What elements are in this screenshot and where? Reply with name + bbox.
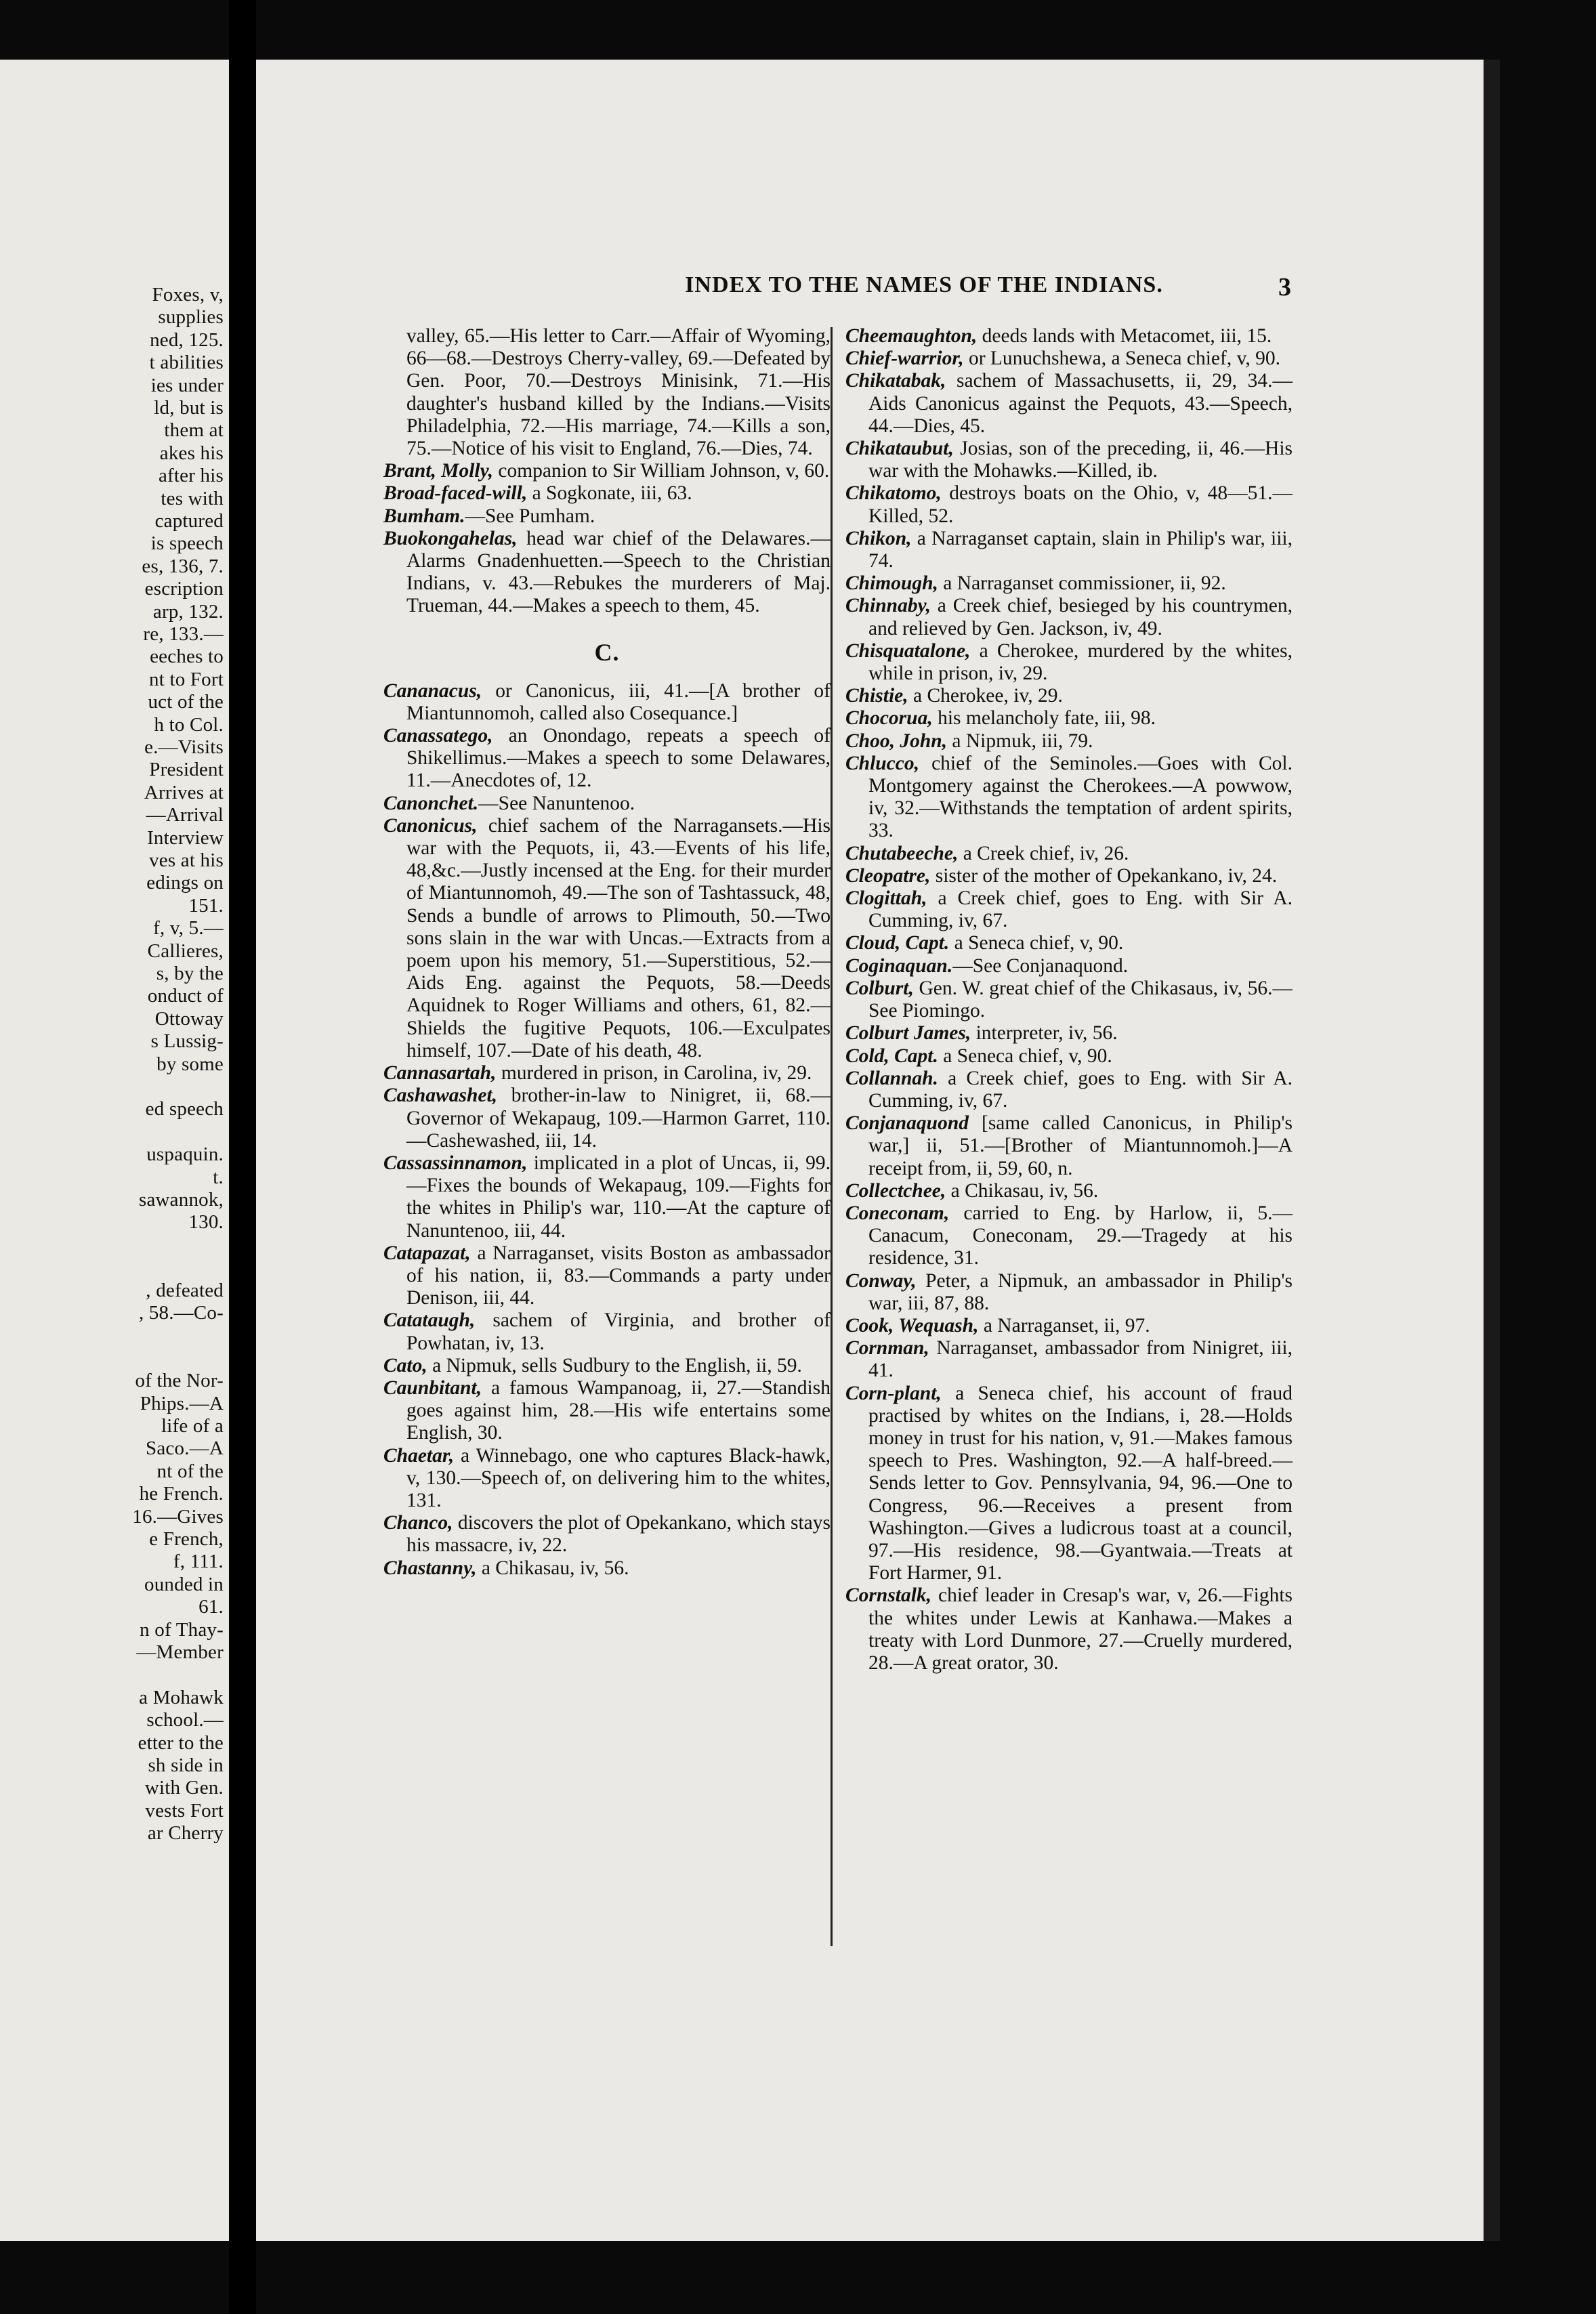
facing-page-text-fragment: akes his [159, 442, 224, 464]
facing-page-text-fragment: —Arrival [146, 804, 224, 826]
entry-text: a famous Wampanoag, ii, 27.—Standish goes against him, 28.—His wife entertains some English, 30. [406, 1376, 831, 1444]
facing-page-text-fragment: Foxes, v, [152, 284, 224, 306]
entry-text: chief sachem of the Narragansets.—His war with the Pequots, ii, 43.—Events of his life, 48,&c.—Justly incensed at the Eng. for their murder of Miantunnomoh, 49.—The son of Tashtassuck, 48, Sends a bundle of arrows to Plimouth, 50.—Two sons slain in the war with Uncas.—Extracts from a poem upon his memory, 51.—Superstitious, 52.—Aids Eng. against the Pequots, 58.—Deeds Aquidnek to Roger Williams and others, 61, 82.—Shields the fugitive Pequots, 106.—Exculpates himself, 107.—Date of his death, 48. [406, 814, 831, 1061]
page-title: INDEX TO THE NAMES OF THE INDIANS. [685, 272, 1163, 297]
entry-headword: Cook, Wequash, [845, 1314, 979, 1337]
facing-page-text-fragment: ounded in [144, 1573, 224, 1595]
index-entry [845, 348, 1293, 370]
entry-headword: Cornman, [845, 1337, 929, 1360]
index-entry [845, 1584, 1293, 1675]
entry-text: his melancholy fate, iii, 98. [932, 707, 1156, 730]
entry-headword: Canassatego, [383, 725, 493, 747]
facing-page-text-fragment: onduct of [147, 985, 224, 1007]
entry-text: a Creek chief, goes to Eng. with Sir A. Cumming, iv, 67. [868, 1067, 1293, 1112]
entry-headword: Choo, John, [845, 730, 948, 752]
index-entry [383, 1242, 831, 1310]
facing-page-text-fragment: nt of the [156, 1460, 224, 1482]
facing-page-text-fragment: escription [144, 578, 224, 600]
entry-headword: Canonchet. [383, 792, 479, 814]
index-entry [845, 1180, 1293, 1202]
section-letter: C. [594, 638, 620, 666]
entry-text: a Chikasau, iv, 56. [946, 1179, 1099, 1202]
entry-headword: Brant, Molly, [383, 460, 494, 482]
entry-text: sachem of Virginia, and brother of Powhatan, iv, 13. [406, 1309, 831, 1354]
entry-text: —See Pumham. [465, 505, 595, 527]
entry-headword: Canonicus, [383, 814, 478, 837]
facing-page-text-fragment: , 58.—Co- [138, 1302, 224, 1324]
index-page [256, 60, 1484, 2241]
entry-text: sister of the mother of Opekankano, iv, 24. [930, 864, 1278, 887]
entry-headword: Chistie, [845, 685, 908, 707]
entry-text: —See Nanuntenoo. [478, 792, 635, 814]
index-entry [383, 1355, 831, 1377]
entry-headword: Cheemaughton, [845, 325, 978, 347]
entry-text: a Creek chief, besieged by his countrymen, and relieved by Gen. Jackson, iv, 49. [868, 595, 1293, 639]
facing-page-text-fragment: n of Thay- [140, 1618, 224, 1641]
facing-page-text-fragment: Interview [147, 826, 224, 849]
index-entry [845, 1270, 1293, 1315]
entry-headword: Chaetar, [383, 1444, 455, 1467]
facing-page-text-fragment: ned, 125. [150, 329, 224, 351]
facing-page-text-fragment: etter to the [138, 1731, 224, 1754]
entry-headword: Chocorua, [845, 707, 933, 730]
index-entry [845, 932, 1293, 954]
facing-page-text-fragment: ies under [150, 374, 224, 396]
facing-page-text-fragment: 151. [188, 894, 224, 917]
entry-headword: Cold, Capt. [845, 1045, 938, 1067]
entry-text: or Lunuchshewa, a Seneca chief, v, 90. [963, 348, 1281, 370]
index-entry [383, 725, 831, 793]
facing-page-text-fragment: tes with [161, 487, 224, 509]
facing-page-text-fragment: , defeated [146, 1279, 224, 1301]
entry-headword: Cashawashet, [383, 1085, 498, 1107]
facing-page-text-fragment: after his [158, 465, 224, 487]
facing-page-text-fragment: s, by the [156, 963, 224, 984]
facing-page-text-fragment: a Mohawk [139, 1686, 224, 1708]
entry-headword: Catapazat, [383, 1242, 471, 1264]
index-entry [845, 370, 1293, 438]
facing-page-text-fragment: f, 111. [173, 1551, 224, 1573]
entry-text: chief of the Seminoles.—Goes with Col. Montgomery against the Cherokees.—A powwow, iv, 32.—Withstands the temptation of ardent spirits, 33. [868, 752, 1293, 842]
entry-headword: Collectchee, [845, 1179, 946, 1202]
facing-page-text-fragment: sh side in [148, 1754, 224, 1776]
index-entry [845, 482, 1293, 527]
facing-page-text-fragment: Arrives at [144, 781, 224, 803]
entry-headword: Cato, [383, 1354, 427, 1376]
facing-page-text-fragment: sawannok, [138, 1189, 224, 1211]
facing-page-text-fragment: 61. [198, 1596, 224, 1618]
entry-headword: Chisquatalone, [845, 639, 971, 662]
index-entry [383, 1445, 831, 1513]
index-entry [383, 325, 831, 460]
facing-page-text-fragment: life of a [161, 1415, 224, 1437]
facing-page-text-fragment: ed speech [145, 1098, 224, 1120]
entry-headword: Chinnaby, [845, 595, 931, 617]
index-entry [845, 572, 1293, 595]
entry-text: implicated in a plot of Uncas, ii, 99.—Fixes the bounds of Wekapaug, 109.—Fights for the whites in Philip's war, 110.—At the capture of Nanuntenoo, iii, 44. [406, 1152, 831, 1242]
entry-text: Gen. W. great chief of the Chikasaus, iv, 56.—See Piomingo. [868, 977, 1293, 1022]
index-entry [845, 1337, 1293, 1382]
index-entry [383, 1085, 831, 1152]
entry-text: or Canonicus, iii, 41.—[A brother of Miantunnomoh, called also Cosequance.] [406, 679, 831, 724]
index-entry [383, 505, 831, 528]
entry-text: murdered in prison, in Carolina, iv, 29. [496, 1062, 812, 1085]
running-header [256, 272, 1484, 305]
index-entry [383, 528, 831, 618]
index-entry [845, 1315, 1293, 1337]
entry-headword: Caunbitant, [383, 1376, 482, 1399]
facing-page-text-fragment: 16.—Gives [132, 1505, 224, 1528]
entry-text: carried to Eng. by Harlow, ii, 5.—Canacum, Coneconam, 29.—Tragedy at his residence, 31. [868, 1202, 1293, 1269]
entry-headword: Chlucco, [845, 752, 919, 774]
index-entry [845, 1022, 1293, 1045]
entry-text: —See Conjanaquond. [952, 954, 1129, 977]
index-entry [383, 1512, 831, 1557]
facing-page-text-fragment: e.—Visits [144, 736, 224, 758]
facing-page-text-fragment: f, v, 5.— [153, 917, 224, 940]
entry-headword: Cloud, Capt. [845, 932, 950, 954]
entry-text: a Sogkonate, iii, 63. [527, 482, 692, 505]
facing-page-text-fragment: Callieres, [147, 940, 224, 962]
facing-page-text-fragment: Phips.—A [140, 1392, 224, 1414]
entry-text: a Nipmuk, sells Sudbury to the English, ii, 59. [427, 1354, 802, 1376]
entry-headword: Cornstalk, [845, 1584, 932, 1607]
index-entry [845, 887, 1293, 932]
entry-headword: Chikataubut, [845, 438, 954, 460]
index-entry [845, 685, 1293, 707]
entry-text: head war chief of the Delawares.—Alarms Gnadenhuetten.—Speech to the Christian Indians, v. 43.—Rebukes the murderers of Maj. Trueman, 44.—Makes a speech to them, 45. [406, 527, 831, 617]
entry-text: a Cherokee, murdered by the whites, while in prison, iv, 29. [868, 639, 1293, 685]
entry-text: an Onondago, repeats a speech of Shikellimus.—Makes a speech to some Delawares, 11.—Anecdotes of, 12. [406, 725, 831, 792]
facing-page-text-fragment: 130. [188, 1211, 224, 1234]
page-edge-shadow [1484, 60, 1500, 2241]
entry-text: discovers the plot of Opekankano, which stays his massacre, iv, 22. [406, 1512, 831, 1557]
facing-page-text-fragment: s Lussig- [150, 1030, 224, 1053]
index-entry [845, 640, 1293, 685]
index-entry [845, 528, 1293, 572]
facing-page-text-fragment: supplies [158, 306, 224, 329]
entry-headword: Catataugh, [383, 1309, 476, 1332]
page-number: 3 [1278, 273, 1291, 301]
entry-headword: Cleopatre, [845, 864, 931, 887]
index-entry [845, 1383, 1293, 1585]
entry-text: interpreter, iv, 56. [971, 1022, 1118, 1045]
entry-text: a Winnebago, one who captures Black-hawk, v, 130.—Speech of, on delivering him to the whites, 131. [406, 1444, 831, 1511]
index-column-left [383, 325, 831, 1580]
entry-headword: Conway, [845, 1269, 917, 1292]
entry-text: valley, 65.—His letter to Carr.—Affair of Wyoming, 66—68.—Destroys Cherry-valley, 69.—Defeated by Gen. Poor, 70.—Destroys Minisink, 71.—His daughter's husband killed by the Indians.—Visits Philadelphia, 72.—His marriage, 74.—Kills a son, 75.—Notice of his visit to England, 76.—Dies, 74. [406, 325, 831, 460]
index-entry [383, 460, 831, 482]
entry-headword: Conjanaquond [845, 1112, 969, 1135]
facing-page-text-fragment: edings on [146, 872, 224, 894]
facing-page-text-fragment: ar Cherry [147, 1822, 224, 1845]
index-column-right [845, 325, 1293, 1675]
facing-page-text-fragment: —Member [136, 1641, 224, 1663]
facing-page-text-fragment: arp, 132. [152, 600, 224, 623]
facing-page-text-fragment: uspaquin. [146, 1143, 224, 1166]
index-entry [383, 793, 831, 815]
index-entry [845, 707, 1293, 730]
facing-page-text-fragment: is speech [150, 532, 224, 555]
facing-page-text-fragment: vests Fort [145, 1799, 224, 1822]
facing-page-text-fragment: by some [156, 1053, 224, 1075]
facing-page-fragment [0, 60, 229, 2241]
index-entry [383, 1309, 831, 1354]
facing-page-text-fragment: e French, [149, 1528, 224, 1550]
entry-headword: Chikatomo, [845, 482, 942, 505]
facing-page-text-fragment: ves at his [149, 849, 224, 871]
index-entry [845, 843, 1293, 865]
index-entry [383, 815, 831, 1062]
facing-page-text-fragment: nt to Fort [149, 668, 224, 690]
entry-headword: Chanco, [383, 1512, 453, 1534]
entry-headword: Cananacus, [383, 679, 482, 702]
entry-text: companion to Sir William Johnson, v, 60. [493, 460, 830, 482]
entry-headword: Broad-faced-will, [383, 482, 528, 505]
index-entry [845, 325, 1293, 348]
index-entry [845, 1045, 1293, 1068]
entry-text: brother-in-law to Ninigret, ii, 68.—Governor of Wekapaug, 109.—Harmon Garret, 110.—Cashewashed, iii, 14. [406, 1085, 831, 1152]
entry-headword: Chief-warrior, [845, 348, 964, 370]
facing-page-text-fragment: es, 136, 7. [142, 555, 224, 577]
entry-text: a Narraganset, visits Boston as ambassador of his nation, ii, 83.—Commands a party under Denison, iii, 44. [406, 1242, 831, 1309]
entry-text: a Nipmuk, iii, 79. [947, 730, 1093, 752]
entry-text: a Chikasau, iv, 56. [476, 1557, 629, 1579]
index-entry [383, 1152, 831, 1242]
facing-page-text-fragment: t. [213, 1166, 224, 1188]
entry-text: [same called Canonicus, in Philip's war,] ii, 51.—[Brother of Miantunnomoh.]—A receipt from, ii, 59, 60, n. [868, 1112, 1293, 1179]
facing-page-text-fragment: t abilities [149, 352, 224, 374]
index-entry [845, 977, 1293, 1022]
facing-page-text-fragment: school.— [146, 1709, 224, 1731]
entry-text: a Creek chief, goes to Eng. with Sir A. Cumming, iv, 67. [868, 887, 1293, 932]
facing-page-text-fragment: he French. [139, 1483, 224, 1505]
entry-headword: Coginaquan. [845, 954, 953, 977]
entry-text: a Seneca chief, v, 90. [938, 1045, 1112, 1067]
column-divider [831, 327, 833, 1946]
index-entry [845, 1112, 1293, 1180]
facing-page-text-fragment: with Gen. [144, 1777, 224, 1799]
facing-page-text-fragment: captured [154, 510, 224, 532]
entry-text: a Cherokee, iv, 29. [908, 685, 1063, 707]
entry-headword: Buokongahelas, [383, 527, 518, 549]
index-entry [383, 1557, 831, 1580]
entry-headword: Cannasartah, [383, 1062, 497, 1085]
entry-text: a Creek chief, iv, 26. [958, 842, 1129, 864]
entry-text: a Seneca chief, v, 90. [949, 932, 1124, 954]
index-entry [383, 1377, 831, 1445]
entry-headword: Chikatabak, [845, 370, 946, 392]
index-entry [845, 955, 1293, 977]
facing-page-text-fragment: uct of the [148, 691, 224, 713]
entry-headword: Corn-plant, [845, 1382, 942, 1404]
entry-text: a Narraganset, ii, 97. [978, 1314, 1150, 1337]
index-entry [383, 482, 831, 505]
entry-headword: Chimough, [845, 572, 938, 595]
index-entry [845, 730, 1293, 753]
entry-headword: Bumham. [383, 505, 465, 527]
entry-headword: Colburt, [845, 977, 914, 999]
index-entry [845, 1068, 1293, 1112]
facing-page-text-fragment: eeches to [150, 646, 224, 668]
entry-headword: Chutabeeche, [845, 842, 959, 864]
facing-page-text-fragment: of the Nor- [135, 1370, 224, 1392]
entry-text: Narraganset, ambassador from Ninigret, iii, 41. [868, 1337, 1293, 1382]
facing-page-text-fragment: Saco.—A [146, 1437, 224, 1460]
entry-headword: Clogittah, [845, 887, 927, 910]
book-gutter [229, 0, 256, 2314]
facing-page-text-fragment: re, 133.— [143, 623, 224, 645]
facing-page-text-fragment: them at [164, 419, 224, 442]
entry-headword: Chikon, [845, 527, 912, 549]
entry-text: sachem of Massachusetts, ii, 29, 34.—Aids Canonicus against the Pequots, 43.—Speech, 44.—Dies, 45. [868, 370, 1293, 437]
index-entry [845, 753, 1293, 843]
index-entry [845, 438, 1293, 482]
entry-headword: Colburt James, [845, 1022, 971, 1045]
entry-text: a Narraganset captain, slain in Philip's war, iii, 74. [868, 527, 1293, 572]
index-entry [845, 1202, 1293, 1270]
index-entry [383, 1062, 831, 1085]
entry-headword: Collannah. [845, 1067, 938, 1089]
entry-headword: Chastanny, [383, 1557, 477, 1579]
facing-page-text-fragment: h to Col. [154, 713, 224, 736]
entry-headword: Cassassinnamon, [383, 1152, 528, 1174]
facing-page-text-fragment: President [149, 759, 224, 781]
facing-page-text-fragment: ld, but is [154, 397, 224, 419]
entry-text: Peter, a Nipmuk, an ambassador in Philip's war, iii, 87, 88. [868, 1269, 1293, 1314]
entry-text: Josias, son of the preceding, ii, 46.—His war with the Mohawks.—Killed, ib. [868, 438, 1293, 482]
entry-text: a Narraganset commissioner, ii, 92. [938, 572, 1226, 595]
entry-text: deeds lands with Metacomet, iii, 15. [977, 325, 1272, 347]
index-entry [845, 865, 1293, 887]
facing-page-text-fragment: Ottoway [154, 1007, 224, 1030]
entry-headword: Coneconam, [845, 1202, 950, 1224]
entry-text: destroys boats on the Ohio, v, 48—51.—Killed, 52. [868, 482, 1293, 527]
index-entry [845, 595, 1293, 639]
entry-text: a Seneca chief, his account of fraud practised by whites on the Indians, i, 28.—Holds money in trust for his nation, v, 91.—Makes famous speech to Pres. Washington, 92.—A half-breed.—Sends letter to Gov. Pennsylvania, 94, 96.—One to Congress, 96.—Receives a present from Washington.—Gives a ludicrous toast at a council, 97.—His residence, 98.—Gyantwaia.—Treats at Fort Harmer, 91. [868, 1382, 1293, 1584]
index-entry [383, 680, 831, 725]
entry-text: chief leader in Cresap's war, v, 26.—Fights the whites under Lewis at Kanhawa.—Makes a treaty with Lord Dunmore, 27.—Cruelly murdered, 28.—A great orator, 30. [868, 1584, 1293, 1674]
